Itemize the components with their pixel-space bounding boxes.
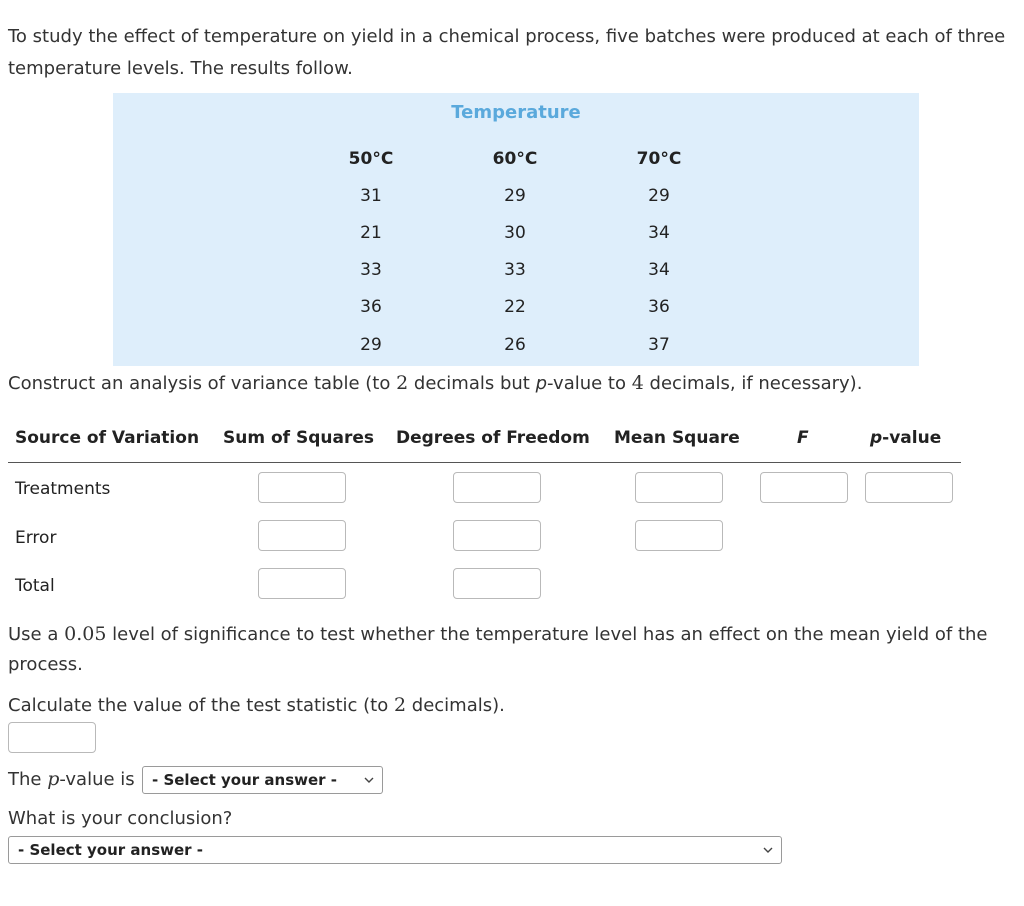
header-degrees-of-freedom: Degrees of Freedom xyxy=(396,428,590,448)
row-label-total: Total xyxy=(15,576,55,596)
significance-instruction: Use a 0.05 level of significance to test whether the temperature level has an effect on the mean yield of the xyxy=(8,623,988,645)
significance-instruction-line-2: process. xyxy=(8,654,83,675)
p-value-question: The p-value is xyxy=(8,768,135,790)
conclusion-question: What is your conclusion? xyxy=(8,808,233,829)
treatments-ms-input[interactable] xyxy=(635,472,723,503)
intro-line-1: To study the effect of temperature on yield in a chemical process, five batches were produced at each of three xyxy=(8,26,1006,47)
chevron-down-icon xyxy=(364,775,374,785)
table-cell: 29 xyxy=(648,186,670,206)
construct-instruction: Construct an analysis of variance table (to 2 decimals but p-value to 4 decimals, if necessary). xyxy=(8,372,863,394)
treatments-p-value-input[interactable] xyxy=(865,472,953,503)
column-header-70c: 70°C xyxy=(636,149,682,169)
column-header-50c: 50°C xyxy=(348,149,394,169)
table-cell: 34 xyxy=(648,223,670,243)
chevron-down-icon xyxy=(763,845,773,855)
p-value-select[interactable] xyxy=(142,766,383,794)
treatments-ss-input[interactable] xyxy=(258,472,346,503)
table-cell: 36 xyxy=(360,297,382,317)
test-statistic-input[interactable] xyxy=(8,722,96,753)
table-cell: 36 xyxy=(648,297,670,317)
table-title: Temperature xyxy=(451,102,581,123)
error-ss-input[interactable] xyxy=(258,520,346,551)
intro-line-2: temperature levels. The results follow. xyxy=(8,58,353,79)
table-cell: 37 xyxy=(648,335,670,355)
column-header-60c: 60°C xyxy=(492,149,538,169)
total-df-input[interactable] xyxy=(453,568,541,599)
p-value-select-value: - Select your answer - xyxy=(152,771,338,789)
header-f: F xyxy=(797,428,809,448)
row-label-treatments: Treatments xyxy=(15,479,111,499)
table-cell: 34 xyxy=(648,260,670,280)
test-statistic-instruction: Calculate the value of the test statistic (to 2 decimals). xyxy=(8,694,505,716)
table-cell: 26 xyxy=(504,335,526,355)
header-divider xyxy=(8,462,961,463)
header-source-of-variation: Source of Variation xyxy=(15,428,200,448)
temperature-data-table xyxy=(113,93,919,366)
table-cell: 29 xyxy=(360,335,382,355)
table-cell: 33 xyxy=(360,260,382,280)
treatments-f-input[interactable] xyxy=(760,472,848,503)
table-cell: 33 xyxy=(504,260,526,280)
conclusion-select[interactable] xyxy=(8,836,782,864)
header-sum-of-squares: Sum of Squares xyxy=(223,428,374,448)
error-ms-input[interactable] xyxy=(635,520,723,551)
row-label-error: Error xyxy=(15,528,57,548)
table-cell: 31 xyxy=(360,186,382,206)
table-cell: 30 xyxy=(504,223,526,243)
header-mean-square: Mean Square xyxy=(614,428,740,448)
table-cell: 22 xyxy=(504,297,526,317)
treatments-df-input[interactable] xyxy=(453,472,541,503)
header-p-value: p-value xyxy=(870,428,942,448)
error-df-input[interactable] xyxy=(453,520,541,551)
conclusion-select-value: - Select your answer - xyxy=(18,841,204,859)
table-cell: 21 xyxy=(360,223,382,243)
total-ss-input[interactable] xyxy=(258,568,346,599)
table-cell: 29 xyxy=(504,186,526,206)
